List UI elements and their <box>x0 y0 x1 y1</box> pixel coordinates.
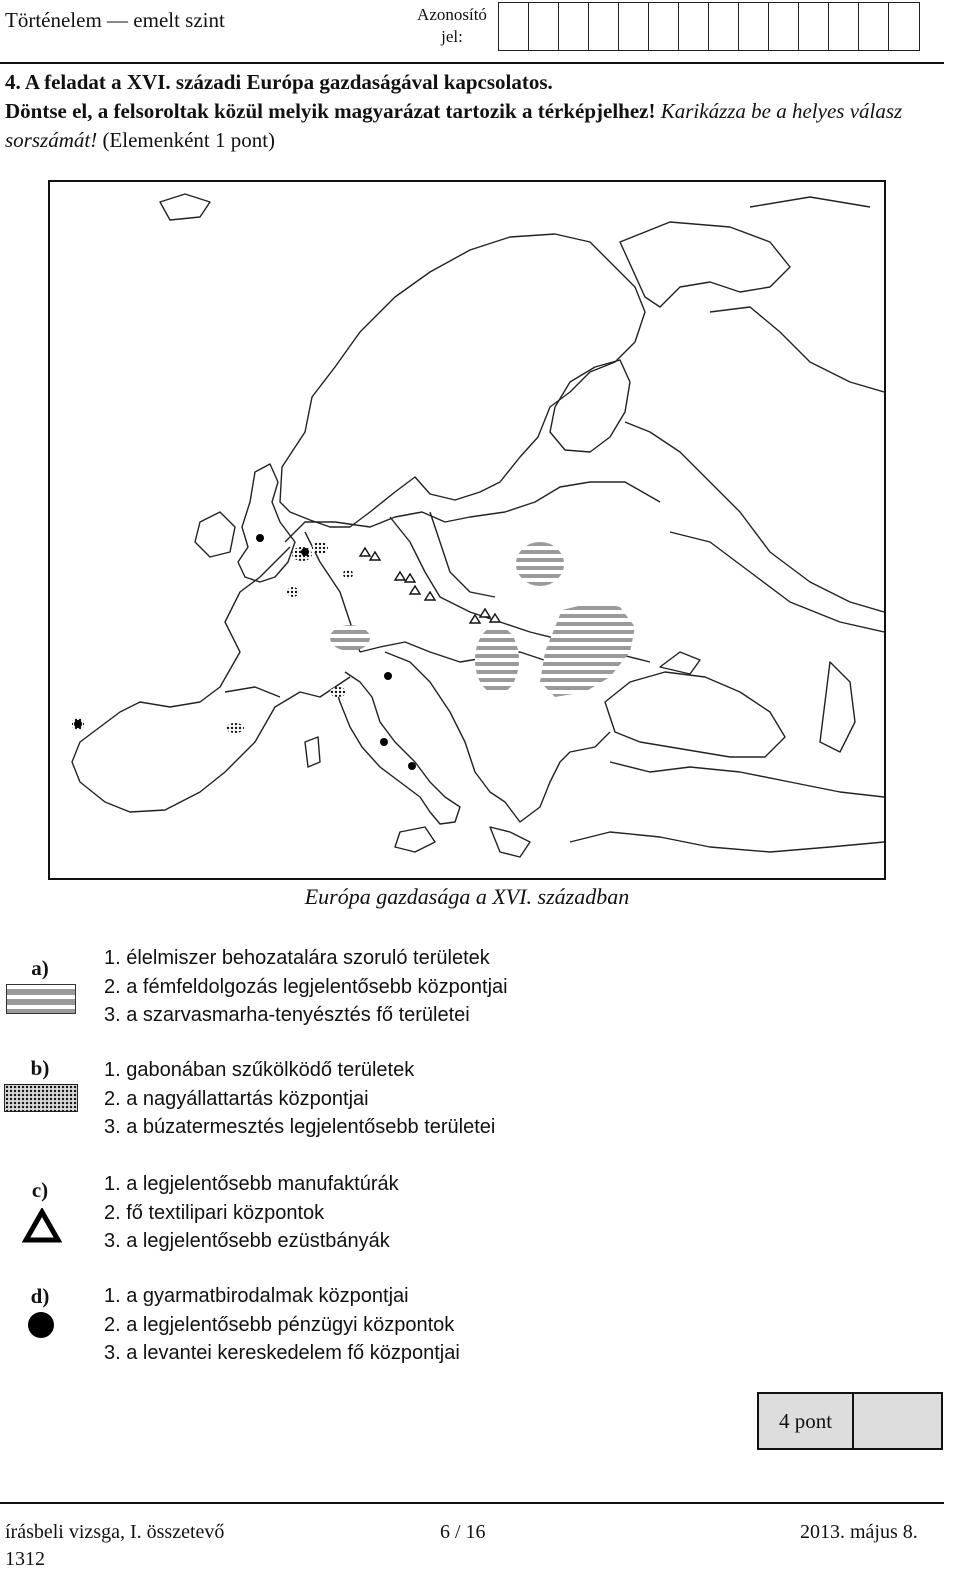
option-letter: c) <box>31 1178 49 1202</box>
option-items <box>104 1056 495 1142</box>
footer-exam-label: írásbeli vizsga, I. összetevő <box>5 1521 225 1543</box>
exam-subject: Történelem — emelt szint <box>5 8 225 32</box>
id-cell[interactable] <box>829 3 859 50</box>
id-cell[interactable] <box>589 3 619 50</box>
option-item[interactable]: 1. a gyarmatbirodalmak központjai <box>104 1285 409 1307</box>
footer-date: 2013. május 8. <box>800 1521 918 1543</box>
id-cell[interactable] <box>679 3 709 50</box>
option-item[interactable]: 1. élelmiszer behozatalára szoruló területek <box>104 947 490 969</box>
option-item[interactable]: 3. a legjelentősebb ezüstbányák <box>104 1230 390 1252</box>
striped-area-icon <box>6 984 76 1014</box>
task-title: 4. A feladat a XVI. századi Európa gazdaságával kapcsolatos. <box>5 70 553 94</box>
id-cell[interactable] <box>769 3 799 50</box>
task-instruction: Döntse el, a felsoroltak közül melyik magyarázat tartozik a térképjelhez! <box>5 99 656 123</box>
triangle-icon <box>22 1208 62 1244</box>
score-label: 4 pont <box>759 1394 854 1448</box>
id-cell[interactable] <box>499 3 529 50</box>
option-item[interactable]: 3. a szarvasmarha-tenyésztés fő területei <box>104 1004 470 1026</box>
id-label: Azonosító jel: <box>417 5 487 46</box>
dotted-regions <box>72 542 353 733</box>
option-letter: b) <box>30 1056 50 1080</box>
option-items <box>104 944 508 1030</box>
circle-icon <box>28 1312 54 1338</box>
id-cell[interactable] <box>619 3 649 50</box>
option-item[interactable]: 1. a legjelentősebb manufaktúrák <box>104 1173 399 1195</box>
header-rule <box>0 62 944 64</box>
footer-rule <box>0 1502 944 1504</box>
option-items <box>104 1282 460 1368</box>
task-text <box>5 68 943 155</box>
option-items <box>104 1170 399 1256</box>
striped-regions <box>330 542 635 697</box>
task-circle-instruction: Karikázza be a helyes válasz sorszámát! <box>5 99 903 152</box>
page-number: 6 / 16 <box>440 1521 486 1543</box>
option-item[interactable]: 3. a búzatermesztés legjelentősebb területei <box>104 1116 496 1138</box>
option-item[interactable]: 2. a fémfeldolgozás legjelentősebb központjai <box>104 975 508 998</box>
id-cell[interactable] <box>649 3 679 50</box>
europe-map <box>48 180 886 880</box>
id-cell[interactable] <box>889 3 919 50</box>
score-entry-field[interactable] <box>854 1394 941 1448</box>
dotted-area-icon <box>4 1084 78 1112</box>
option-letter: d) <box>30 1284 50 1308</box>
id-cell[interactable] <box>859 3 889 50</box>
id-cell[interactable] <box>799 3 829 50</box>
option-item[interactable]: 1. gabonában szűkölködő területek <box>104 1059 415 1081</box>
map-caption: Európa gazdasága a XVI. században <box>304 884 630 909</box>
task-points-note: (Elemenként 1 pont) <box>102 128 276 152</box>
europe-map-svg <box>50 182 884 878</box>
id-cell[interactable] <box>709 3 739 50</box>
id-cell[interactable] <box>529 3 559 50</box>
option-item[interactable]: 3. a levantei kereskedelem fő központjai <box>104 1342 460 1364</box>
score-box <box>757 1392 943 1450</box>
circle-markers <box>74 534 416 770</box>
id-cell[interactable] <box>739 3 769 50</box>
id-cell[interactable] <box>559 3 589 50</box>
triangle-markers <box>360 548 500 623</box>
footer-code: 1312 <box>5 1548 45 1570</box>
id-input-grid[interactable] <box>498 2 920 51</box>
option-letter: a) <box>31 956 49 980</box>
option-item[interactable]: 2. a nagyállattartás központjai <box>104 1087 369 1110</box>
option-item[interactable]: 2. a legjelentősebb pénzügyi központok <box>104 1313 455 1336</box>
option-item[interactable]: 2. fő textilipari központok <box>104 1201 325 1224</box>
